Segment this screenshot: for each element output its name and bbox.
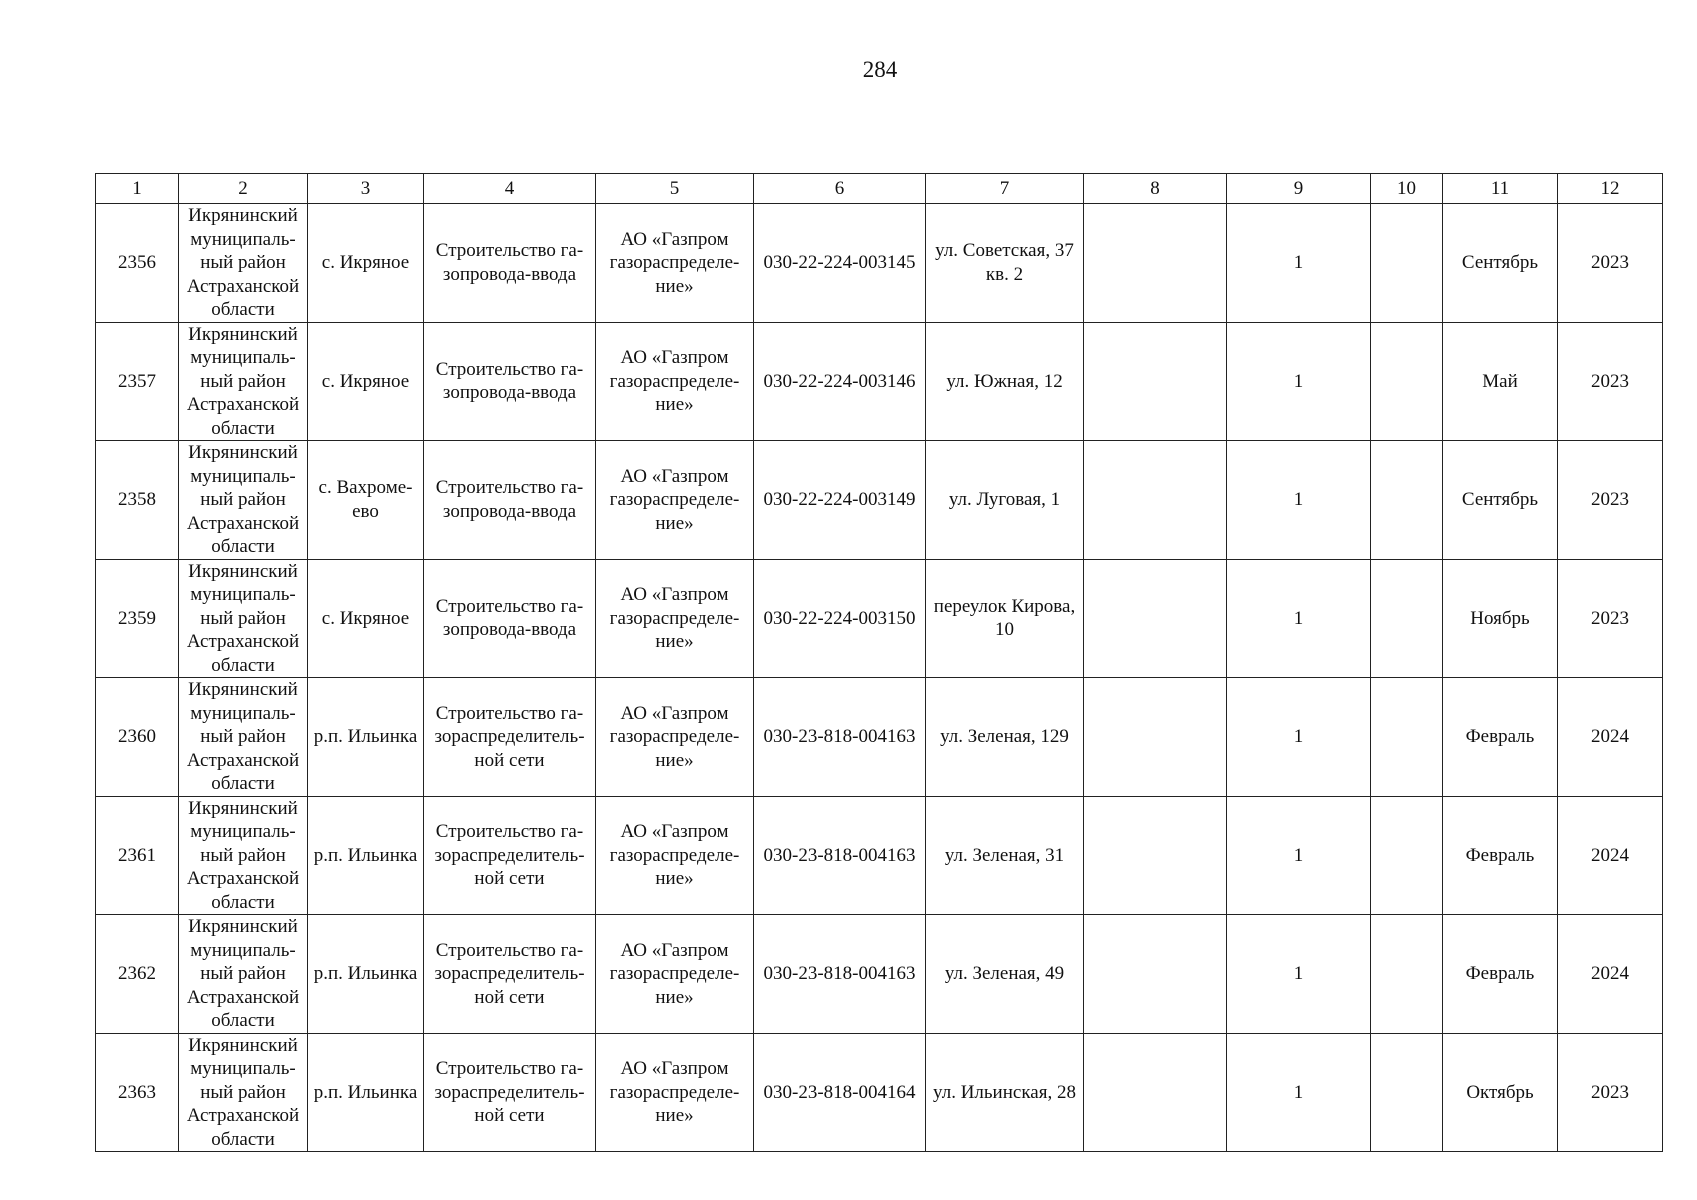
data-table xyxy=(95,173,1663,1152)
cell-organization: АО «Газпром газораспределе-ние» xyxy=(596,678,754,797)
cell-locality: р.п. Ильинка xyxy=(308,678,424,797)
cell-number: 2361 xyxy=(96,796,179,915)
cell-number: 2362 xyxy=(96,915,179,1034)
cell-col9: 1 xyxy=(1227,915,1371,1034)
cell-month: Февраль xyxy=(1443,796,1558,915)
column-header: 2 xyxy=(179,174,308,204)
cell-number: 2360 xyxy=(96,678,179,797)
cell-address: ул. Ильинская, 28 xyxy=(926,1033,1084,1152)
cell-col9: 1 xyxy=(1227,322,1371,441)
cell-number: 2356 xyxy=(96,204,179,323)
cell-organization: АО «Газпром газораспределе-ние» xyxy=(596,204,754,323)
cell-year: 2023 xyxy=(1558,441,1663,560)
column-header: 8 xyxy=(1084,174,1227,204)
cell-code: 030-23-818-004163 xyxy=(754,915,926,1034)
cell-organization: АО «Газпром газораспределе-ние» xyxy=(596,915,754,1034)
cell-district: Икрянинский муниципаль-ный район Астраханской области xyxy=(179,559,308,678)
table-row xyxy=(96,441,1663,560)
cell-address: ул. Зеленая, 49 xyxy=(926,915,1084,1034)
cell-work: Строительство га-зораспределитель-ной сети xyxy=(424,678,596,797)
cell-year: 2023 xyxy=(1558,204,1663,323)
cell-organization: АО «Газпром газораспределе-ние» xyxy=(596,322,754,441)
cell-address: ул. Зеленая, 129 xyxy=(926,678,1084,797)
cell-col9: 1 xyxy=(1227,441,1371,560)
cell-col8 xyxy=(1084,441,1227,560)
cell-district: Икрянинский муниципаль-ный район Астраханской области xyxy=(179,441,308,560)
cell-code: 030-22-224-003149 xyxy=(754,441,926,560)
table-row xyxy=(96,915,1663,1034)
cell-locality: с. Вахроме-ево xyxy=(308,441,424,560)
column-header: 6 xyxy=(754,174,926,204)
cell-address: ул. Южная, 12 xyxy=(926,322,1084,441)
cell-locality: с. Икряное xyxy=(308,322,424,441)
cell-address: переулок Кирова, 10 xyxy=(926,559,1084,678)
cell-col8 xyxy=(1084,322,1227,441)
cell-work: Строительство га-зопровода-ввода xyxy=(424,559,596,678)
cell-month: Сентябрь xyxy=(1443,204,1558,323)
cell-number: 2359 xyxy=(96,559,179,678)
cell-organization: АО «Газпром газораспределе-ние» xyxy=(596,1033,754,1152)
cell-col8 xyxy=(1084,204,1227,323)
page-number: 284 xyxy=(862,57,898,82)
column-header: 5 xyxy=(596,174,754,204)
cell-work: Строительство га-зораспределитель-ной сети xyxy=(424,796,596,915)
cell-number: 2357 xyxy=(96,322,179,441)
table-row xyxy=(96,322,1663,441)
cell-year: 2023 xyxy=(1558,1033,1663,1152)
table-row xyxy=(96,559,1663,678)
column-header: 9 xyxy=(1227,174,1371,204)
cell-month: Февраль xyxy=(1443,678,1558,797)
cell-code: 030-22-224-003145 xyxy=(754,204,926,323)
cell-work: Строительство га-зораспределитель-ной сети xyxy=(424,915,596,1034)
cell-organization: АО «Газпром газораспределе-ние» xyxy=(596,796,754,915)
cell-organization: АО «Газпром газораспределе-ние» xyxy=(596,559,754,678)
cell-work: Строительство га-зопровода-ввода xyxy=(424,441,596,560)
cell-district: Икрянинский муниципаль-ный район Астраханской области xyxy=(179,796,308,915)
cell-col10 xyxy=(1371,204,1443,323)
table-row xyxy=(96,678,1663,797)
cell-col9: 1 xyxy=(1227,1033,1371,1152)
cell-district: Икрянинский муниципаль-ный район Астраханской области xyxy=(179,204,308,323)
cell-month: Ноябрь xyxy=(1443,559,1558,678)
cell-year: 2023 xyxy=(1558,559,1663,678)
cell-work: Строительство га-зопровода-ввода xyxy=(424,322,596,441)
cell-district: Икрянинский муниципаль-ный район Астраханской области xyxy=(179,322,308,441)
cell-locality: р.п. Ильинка xyxy=(308,796,424,915)
cell-month: Сентябрь xyxy=(1443,441,1558,560)
table-row xyxy=(96,796,1663,915)
cell-code: 030-23-818-004163 xyxy=(754,678,926,797)
cell-code: 030-23-818-004163 xyxy=(754,796,926,915)
cell-district: Икрянинский муниципаль-ный район Астраханской области xyxy=(179,1033,308,1152)
cell-year: 2024 xyxy=(1558,678,1663,797)
cell-month: Октябрь xyxy=(1443,1033,1558,1152)
cell-year: 2024 xyxy=(1558,796,1663,915)
column-header: 3 xyxy=(308,174,424,204)
cell-col8 xyxy=(1084,678,1227,797)
cell-col10 xyxy=(1371,1033,1443,1152)
cell-col9: 1 xyxy=(1227,559,1371,678)
cell-work: Строительство га-зораспределитель-ной сети xyxy=(424,1033,596,1152)
column-header: 12 xyxy=(1558,174,1663,204)
cell-locality: с. Икряное xyxy=(308,559,424,678)
cell-number: 2363 xyxy=(96,1033,179,1152)
table-row xyxy=(96,1033,1663,1152)
cell-code: 030-22-224-003146 xyxy=(754,322,926,441)
cell-organization: АО «Газпром газораспределе-ние» xyxy=(596,441,754,560)
column-header: 7 xyxy=(926,174,1084,204)
cell-locality: с. Икряное xyxy=(308,204,424,323)
column-header: 4 xyxy=(424,174,596,204)
cell-col9: 1 xyxy=(1227,796,1371,915)
cell-locality: р.п. Ильинка xyxy=(308,1033,424,1152)
cell-year: 2024 xyxy=(1558,915,1663,1034)
cell-address: ул. Советская, 37 кв. 2 xyxy=(926,204,1084,323)
cell-col8 xyxy=(1084,1033,1227,1152)
cell-month: Февраль xyxy=(1443,915,1558,1034)
column-header: 1 xyxy=(96,174,179,204)
cell-code: 030-22-224-003150 xyxy=(754,559,926,678)
cell-col10 xyxy=(1371,915,1443,1034)
table-row xyxy=(96,204,1663,323)
cell-locality: р.п. Ильинка xyxy=(308,915,424,1034)
cell-address: ул. Луговая, 1 xyxy=(926,441,1084,560)
cell-col8 xyxy=(1084,915,1227,1034)
cell-work: Строительство га-зопровода-ввода xyxy=(424,204,596,323)
cell-col10 xyxy=(1371,678,1443,797)
cell-month: Май xyxy=(1443,322,1558,441)
cell-number: 2358 xyxy=(96,441,179,560)
cell-col9: 1 xyxy=(1227,204,1371,323)
cell-col8 xyxy=(1084,796,1227,915)
cell-col10 xyxy=(1371,441,1443,560)
cell-address: ул. Зеленая, 31 xyxy=(926,796,1084,915)
column-header: 11 xyxy=(1443,174,1558,204)
cell-col10 xyxy=(1371,322,1443,441)
cell-col10 xyxy=(1371,796,1443,915)
header-row xyxy=(96,174,1663,204)
cell-col8 xyxy=(1084,559,1227,678)
column-header: 10 xyxy=(1371,174,1443,204)
cell-col10 xyxy=(1371,559,1443,678)
cell-district: Икрянинский муниципаль-ный район Астраханской области xyxy=(179,678,308,797)
cell-year: 2023 xyxy=(1558,322,1663,441)
cell-col9: 1 xyxy=(1227,678,1371,797)
cell-code: 030-23-818-004164 xyxy=(754,1033,926,1152)
cell-district: Икрянинский муниципаль-ный район Астраханской области xyxy=(179,915,308,1034)
